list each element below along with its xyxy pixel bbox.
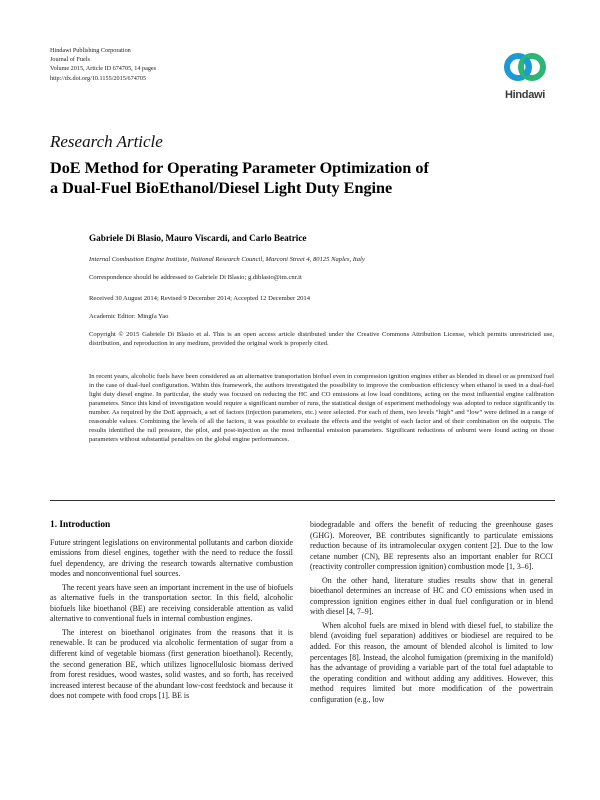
hindawi-logo bbox=[495, 47, 555, 103]
left-column bbox=[50, 520, 293, 705]
paragraph: When alcohol fuels are mixed in blend with diesel fuel, to stabilize the blend (avoiding fuel separation) additives or biodiesel are required to be added. For this reason, the amount of blended alcohol is limited to low percentages [8]. Instead, the alcohol fumigation (premixing in the manifold) has the advantage of providing a variable part of the total fuel adaptable to the operating condition and without adding any additives. However, this method requires limited but more modification of the powertrain configuration (e.g., low bbox=[310, 620, 553, 704]
paragraph: Future stringent legislations on environmental pollutants and carbon dioxide emissions from diesel engines, together with the need to reduce the fossil fuel dependency, are driving the research towards alternative combustion modes and nonconventional fuel sources. bbox=[50, 537, 293, 579]
paragraph: The interest on bioethanol originates from the reasons that it is renewable. It can be produced via alcoholic fermentation of sugar from a different kind of vegetable biomass (first generation bioethanol). Recently, the second generation BE, which utilizes lignocellulosic biomass derived from forest residues, wood wastes, solid wastes, and so forth, has received increased interest because of the abundant low-cost feedstock and because it does not compete with food crops [1]. BE is bbox=[50, 627, 293, 701]
copyright-notice: Copyright © 2015 Gabriele Di Blasio et al. This is an open access article distributed under the Creative Commons Attribution License, which permits unrestricted use, distribution, and reproduction in any medium, provided the original work is properly cited. bbox=[89, 331, 554, 347]
affiliation: Internal Combustion Engine Institute, National Research Council, Marconi Street 4, 80125 Naples, Italy bbox=[89, 256, 365, 263]
section-heading-introduction: 1. Introduction bbox=[50, 520, 111, 530]
article-title bbox=[50, 158, 550, 198]
right-column bbox=[310, 520, 553, 708]
article-type: Research Article bbox=[50, 132, 163, 151]
doi-link[interactable]: http://dx.doi.org/10.1155/2015/674705 bbox=[50, 74, 147, 82]
title-line-1: DoE Method for Operating Parameter Optimization of bbox=[50, 159, 429, 177]
hindawi-wordmark: Hindawi bbox=[504, 89, 546, 101]
paragraph: On the other hand, literature studies results show that in general bioethanol determines an increase of HC and CO emissions when used in compression ignition engines either in dual fuel configuration or in blend with diesel [4, 7–9]. bbox=[310, 575, 553, 617]
journal-header bbox=[50, 46, 156, 83]
publisher-name: Hindawi Publishing Corporation bbox=[50, 47, 131, 54]
publication-dates: Received 30 August 2014; Revised 9 December 2014; Accepted 12 December 2014 bbox=[89, 295, 311, 302]
journal-name: Journal of Fuels bbox=[50, 56, 90, 64]
academic-editor: Academic Editor: Mingfa Yao bbox=[89, 313, 169, 320]
section-divider bbox=[50, 500, 555, 501]
correspondence: Correspondence should be addressed to Gabriele Di Blasio; g.diblasio@im.cnr.it bbox=[89, 274, 302, 281]
title-line-2: a Dual-Fuel BioEthanol/Diesel Light Duty Engine bbox=[50, 179, 393, 197]
paragraph: The recent years have seen an important increment in the use of biofuels as alternative fuels in the transportation sector. In this field, alcoholic biofuels like bioethanol (BE) are receiving considerable attention as valid alternative to conventional fuels in internal combustion engines. bbox=[50, 582, 293, 624]
hindawi-logo-icon bbox=[495, 47, 555, 89]
abstract: In recent years, alcoholic fuels have been considered as an alternative transportation biofuel even in compression ignition engines either as blended in diesel or as premixed fuel in the case of dual-fuel configuration. Within this framework, the authors investigated the possibility to improve the combustion efficiency when ethanol is used in a dual-fuel light duty diesel engine. In particular, the study was focused on reducing the HC and CO emissions at low load conditions, acting on the most influential engine calibration parameters. Since this kind of investigation would require a significant number of runs, the statistical design of experiment methodology was adopted to reduce significantly its number. As required by the DoE approach, a set of factors (injection parameters, etc.) were selected. For each of them, two levels “high” and “low” were defined in a range of reasonable values. Combining the levels of all the factors, it was possible to evaluate the effects and the weight of each factor and of their combination on the outputs. The results identified the rail pressure, the pilot, and post-injection as the most influential emission parameters. Significant reductions of unburnt were found acting on those parameters without substantial penalties on the global engine performances. bbox=[89, 373, 554, 443]
paragraph: biodegradable and offers the benefit of reducing the greenhouse gases (GHG). Moreover, BE contributes significantly to particulate emissions reduction because of its intramolecular oxygen content [2]. Due to the low cetane number (CN), BE represents also an important enabler for RCCI (reactivity controller compression ignition) combustion mode [1, 3–6]. bbox=[310, 520, 553, 572]
volume-info: Volume 2015, Article ID 674705, 14 pages bbox=[50, 65, 157, 73]
author-list: Gabriele Di Blasio, Mauro Viscardi, and Carlo Beatrice bbox=[89, 233, 307, 243]
